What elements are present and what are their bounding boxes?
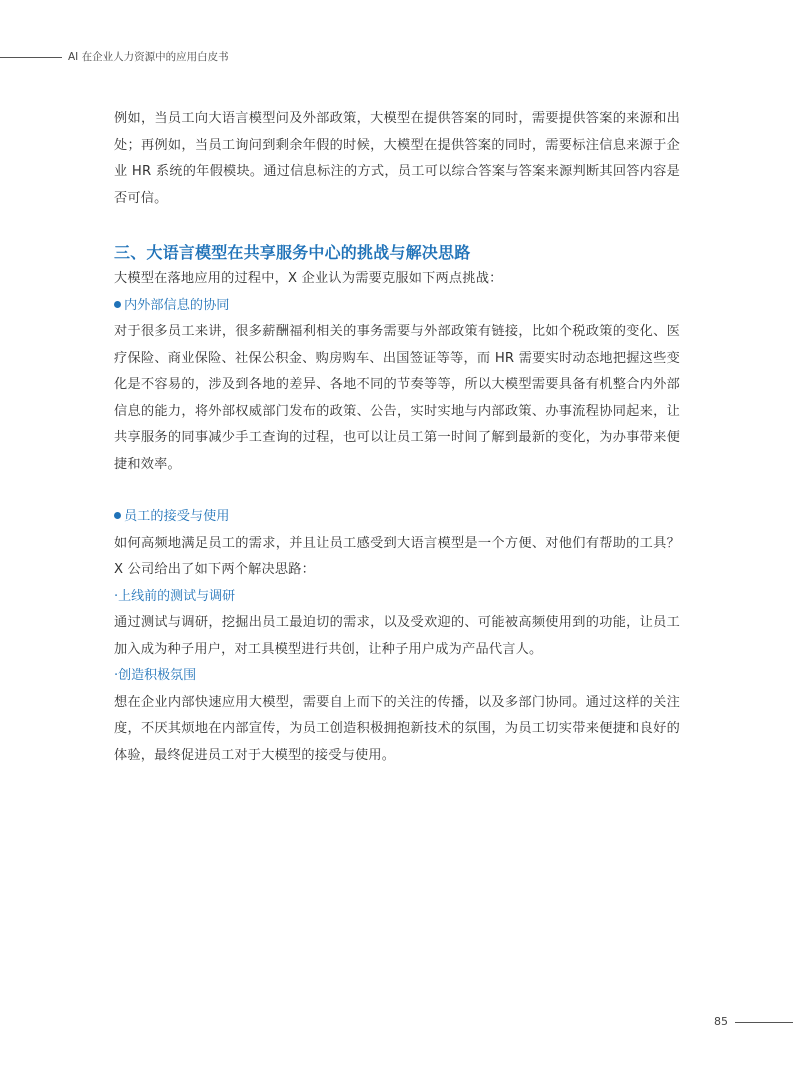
header-rule bbox=[0, 57, 62, 58]
bullet-heading-adoption bbox=[114, 504, 680, 531]
bullet-dot-icon bbox=[114, 512, 121, 519]
bullet-heading-text: 内外部信息的协同 bbox=[124, 297, 230, 313]
bullet-paragraph-collaboration: 对于很多员工来讲，很多薪酬福利相关的事务需要与外部政策有链接，比如个税政策的变化、医疗保险、商业保险、社保公积金、购房购车、出国签证等等，而 HR 需要实时动态地把握这些变化是不容易的，涉及到各地的差异、各地不同的节奏等等，所以大模型需要具备有机整合内外部信息的能力，将外部权威部门发布的政策、公告，实时实地与内部政策、办事流程协同起来，让共享服务的同事减少手工查询的过程，也可以让员工第一时间了解到最新的变化，为办事带来便捷和效率。 bbox=[114, 324, 680, 472]
paragraph-spacer bbox=[114, 478, 680, 504]
page-body bbox=[114, 106, 680, 769]
bullet-paragraph-adoption: 如何高频地满足员工的需求，并且让员工感受到大语言模型是一个方便、对他们有帮助的工具？X 公司给出了如下两个解决思路： bbox=[114, 535, 680, 577]
bullet-dot-icon bbox=[114, 301, 121, 308]
section-title: 三、大语言模型在共享服务中心的挑战与解决思路 bbox=[114, 243, 471, 262]
footer-rule bbox=[735, 1022, 793, 1023]
subheading-atmosphere: ·创造积极氛围 bbox=[114, 668, 197, 683]
page-number: 85 bbox=[714, 1015, 728, 1028]
subparagraph-atmosphere: 想在企业内部快速应用大模型，需要自上而下的关注的传播，以及多部门协同。通过这样的关注度，不厌其烦地在内部宣传，为员工创造积极拥抱新技术的氛围，为员工切实带来便捷和良好的体验，最终促进员工对于大模型的接受与使用。 bbox=[114, 694, 680, 763]
subparagraph-testing: 通过测试与调研，挖掘出员工最迫切的需求，以及受欢迎的、可能被高频使用到的功能，让员工加入成为种子用户，对工具模型进行共创，让种子用户成为产品代言人。 bbox=[114, 615, 680, 657]
bullet-heading-text: 员工的接受与使用 bbox=[124, 509, 230, 524]
bullet-heading-collaboration bbox=[114, 293, 680, 320]
running-header-title: AI 在企业人力资源中的应用白皮书 bbox=[68, 51, 229, 63]
section-intro: 大模型在落地应用的过程中，X 企业认为需要克服如下两点挑战： bbox=[114, 271, 503, 286]
intro-paragraph: 例如，当员工向大语言模型问及外部政策，大模型在提供答案的同时，需要提供答案的来源和出处；再例如，当员工询问到剩余年假的时候，大模型在提供答案的同时，需要标注信息来源于企业 HR 系统的年假模块。通过信息标注的方式，员工可以综合答案与答案来源判断其回答内容是否可信。 bbox=[114, 111, 680, 206]
subheading-testing: ·上线前的测试与调研 bbox=[114, 588, 236, 604]
